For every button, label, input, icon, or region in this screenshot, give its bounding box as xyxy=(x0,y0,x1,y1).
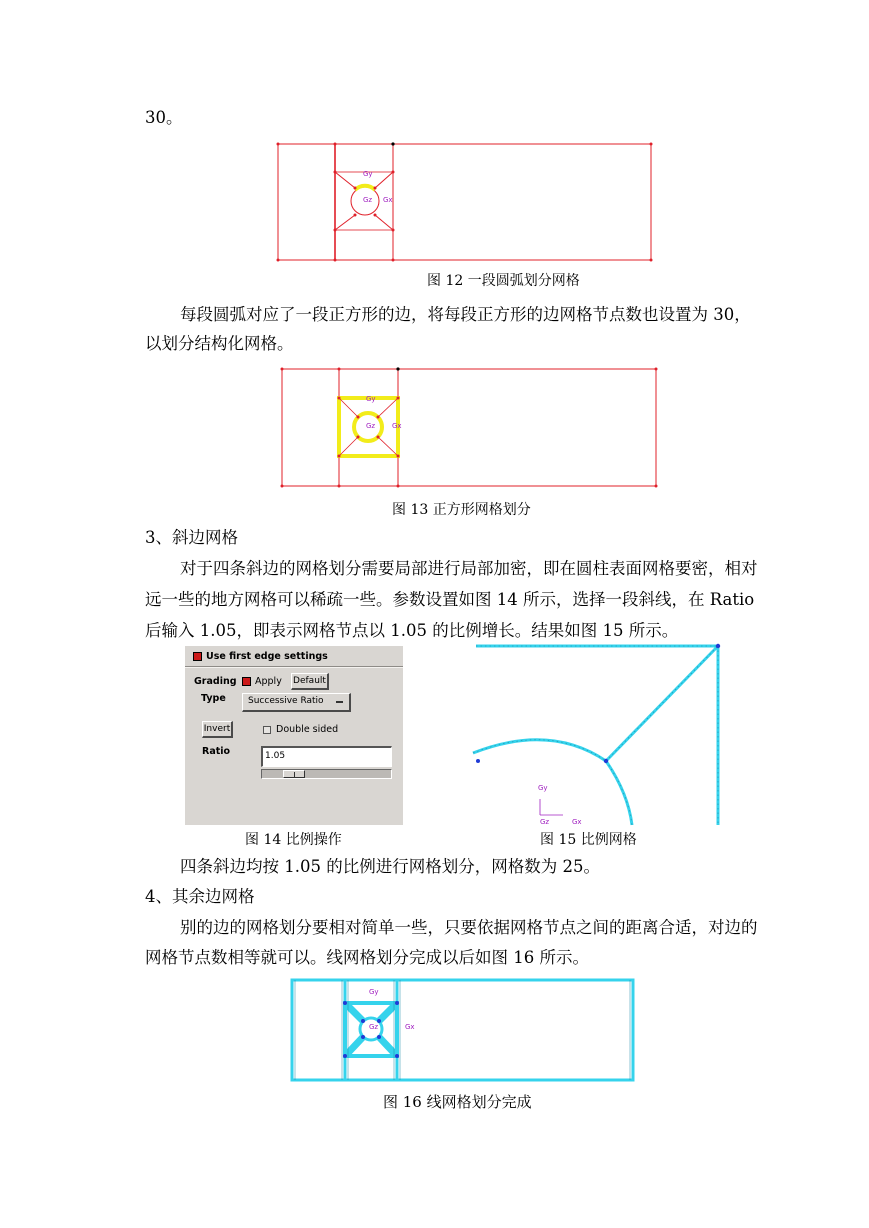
paragraph-line: 30。 xyxy=(145,108,183,127)
paragraph-line: 每段圆弧对应了一段正方形的边，将每段正方形的边网格节点数也设置为 30， xyxy=(180,305,751,324)
apply-label: Apply xyxy=(255,676,282,687)
paragraph-line: 四条斜边均按 1.05 的比例进行网格划分，网格数为 25。 xyxy=(180,857,600,876)
figure-12-mesh xyxy=(275,140,655,264)
use-first-edge-label: Use first edge settings xyxy=(206,651,328,662)
paragraph-line: 对于四条斜边的网格划分需要局部进行局部加密，即在圆柱表面网格要密，相对 xyxy=(180,559,758,578)
edge-grading-dialog xyxy=(185,646,403,825)
default-button[interactable]: Default xyxy=(291,673,329,690)
apply-checkbox[interactable] xyxy=(242,677,251,686)
type-select-value: Successive Ratio xyxy=(248,696,324,706)
figure-caption: 图 15 比例网格 xyxy=(540,832,637,848)
section-heading: 4、其余边网格 xyxy=(145,887,255,906)
figure-15-mesh xyxy=(470,643,722,828)
slider-thumb[interactable] xyxy=(283,770,305,778)
flag-icon[interactable] xyxy=(193,652,202,661)
gz-label: Gz xyxy=(363,196,373,204)
gx-label: Gx xyxy=(383,196,393,204)
gx-label: Gx xyxy=(572,818,582,826)
gz-label: Gz xyxy=(369,1023,379,1031)
gz-label: Gz xyxy=(366,422,376,430)
ratio-slider[interactable] xyxy=(261,769,392,779)
paragraph-line: 别的边的网格划分要相对简单一些，只要依据网格节点之间的距离合适，对边的 xyxy=(180,918,758,937)
double-sided-checkbox[interactable] xyxy=(263,726,271,734)
paragraph-line: 网格节点数相等就可以。线网格划分完成以后如图 16 所示。 xyxy=(145,948,589,967)
figure-caption: 图 16 线网格划分完成 xyxy=(383,1093,532,1111)
option-menu-icon xyxy=(336,701,343,703)
section-heading: 3、斜边网格 xyxy=(145,528,238,547)
gx-label: Gx xyxy=(405,1023,415,1031)
figure-caption: 图 14 比例操作 xyxy=(245,832,342,848)
type-label: Type xyxy=(201,693,226,704)
paragraph-line: 远一些的地方网格可以稀疏一些。参数设置如图 14 所示，选择一段斜线，在 Ratio xyxy=(145,590,755,609)
paragraph-line: 以划分结构化网格。 xyxy=(145,334,294,353)
gy-label: Gy xyxy=(366,395,376,403)
grading-label: Grading xyxy=(194,676,237,687)
dialog-header xyxy=(185,646,403,667)
gy-label: Gy xyxy=(538,784,548,792)
figure-16-mesh xyxy=(289,977,637,1085)
figure-caption: 图 12 一段圆弧划分网格 xyxy=(427,273,580,289)
figure-13-mesh xyxy=(280,366,660,490)
gy-label: Gy xyxy=(363,170,373,178)
paragraph-line: 后输入 1.05，即表示网格节点以 1.05 的比例增长。结果如图 15 所示。 xyxy=(145,621,679,640)
gy-label: Gy xyxy=(369,988,379,996)
gx-label: Gx xyxy=(392,422,402,430)
gz-label: Gz xyxy=(540,818,550,826)
ratio-input[interactable]: 1.05 xyxy=(261,746,392,767)
ratio-label: Ratio xyxy=(202,746,231,757)
figure-caption: 图 13 正方形网格划分 xyxy=(392,502,531,518)
double-sided-label: Double sided xyxy=(276,724,339,735)
type-select[interactable] xyxy=(242,693,351,712)
invert-button[interactable]: Invert xyxy=(202,721,233,738)
slider-thumb-grip-icon xyxy=(294,772,295,777)
